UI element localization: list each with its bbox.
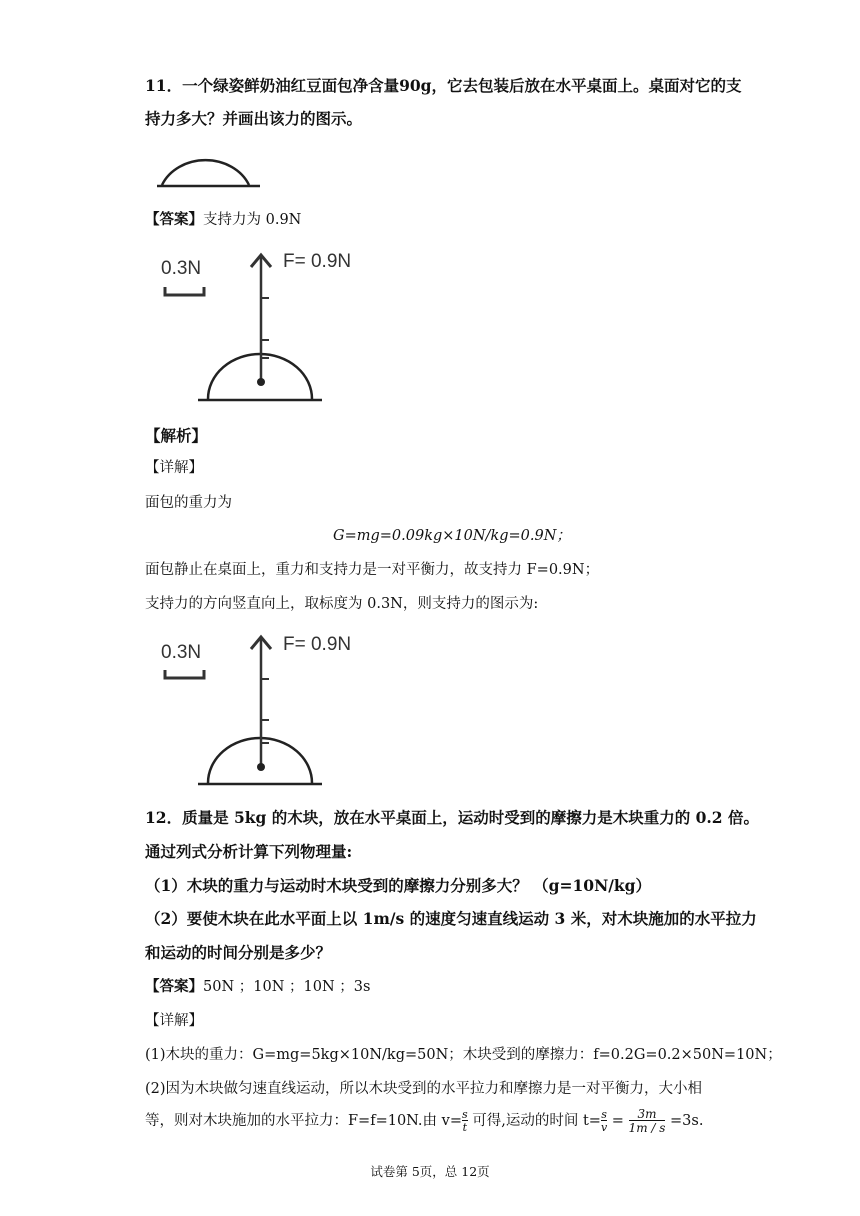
fraction-denominator: 1m / s [628, 1121, 666, 1135]
answer-text: 支持力为 0.9N [203, 212, 302, 228]
q12-stem-line1: 12．质量是 5kg 的木块，放在水平桌面上，运动时受到的摩擦力是木块重力的 0.2 倍。 [145, 808, 759, 827]
q11-detail-line3: 支持力的方向竖直向上，取标度为 0.3N，则支持力的图示为: [145, 596, 539, 612]
fraction-3m-over-speed [629, 1108, 666, 1134]
q12-subquestion-2a: （2）要使木块在此水平面上以 1m/s 的速度匀速直线运动 3 米，对木块施加的水平拉力 [145, 909, 757, 928]
force-arrow-diagram [150, 245, 410, 410]
q11-stem-line2: 持力多大？并画出该力的图示。 [145, 109, 363, 128]
scale-label: 0.3N [161, 258, 202, 279]
q12-subquestion-2b: 和运动的时间分别是多少？ [145, 943, 332, 962]
q11-detail-line1: 面包的重力为 [145, 495, 232, 511]
q11-detail-line2: 面包静止在桌面上，重力和支持力是一对平衡力，故支持力 F=0.9N； [145, 562, 600, 578]
q12-solution-line1: (1)木块的重力：G=mg=5kg×10N/kg=50N；木块受到的摩擦力：f=0.2G=0.2×50N=10N； [145, 1047, 782, 1063]
scale-label: 0.3N [161, 642, 202, 663]
solution-text: 等，则对木块施加的水平拉力：F=f=10N.由 v= [145, 1113, 462, 1129]
fraction-denominator: v [600, 1121, 608, 1134]
q11-stem-line1: 11．一个绿姿鲜奶油红豆面包净含量90g，它去包装后放在水平桌面上。桌面对它的支 [145, 76, 742, 95]
solution-text: 可得,运动的时间 t= [467, 1113, 601, 1129]
q12-subquestion-1: （1）木块的重力与运动时木块受到的摩擦力分别多大？ （g=10N/kg） [145, 876, 651, 895]
detail-tag: 【详解】 [145, 460, 203, 476]
fraction-numerator: s [462, 1108, 468, 1121]
analysis-tag: 【解析】 [145, 426, 208, 445]
solution-text: =3s. [665, 1113, 704, 1129]
fraction-numerator: s [601, 1108, 607, 1121]
q12-solution-line3 [145, 1108, 703, 1134]
q12-answer [145, 975, 370, 996]
force-diagram-2 [150, 627, 410, 792]
answer-tag: 【答案】 [145, 211, 203, 228]
equals-sign: = [607, 1113, 629, 1129]
q11-formula: G=mg=0.09kg×10N/kg=0.9N； [333, 528, 571, 544]
bread-figure [152, 140, 267, 192]
force-arrow-diagram [150, 627, 410, 792]
q12-solution-line2: (2)因为木块做匀速直线运动，所以木块受到的水平拉力和摩擦力是一对平衡力，大小相 [145, 1081, 703, 1097]
answer-text: 50N ；10N ；10N ；3s [203, 979, 371, 995]
answer-tag: 【答案】 [145, 978, 203, 995]
detail-tag: 【详解】 [145, 1013, 203, 1029]
q11-answer [145, 208, 301, 229]
q12-stem-line2: 通过列式分析计算下列物理量: [145, 842, 353, 861]
fraction-denominator: t [462, 1121, 468, 1134]
fraction-numerator: 3m [637, 1107, 657, 1121]
force-label: F= 0.9N [283, 251, 352, 272]
force-diagram-1 [150, 245, 410, 410]
force-label: F= 0.9N [283, 634, 352, 655]
page-footer: 试卷第 5页，总 12页 [370, 1164, 490, 1179]
